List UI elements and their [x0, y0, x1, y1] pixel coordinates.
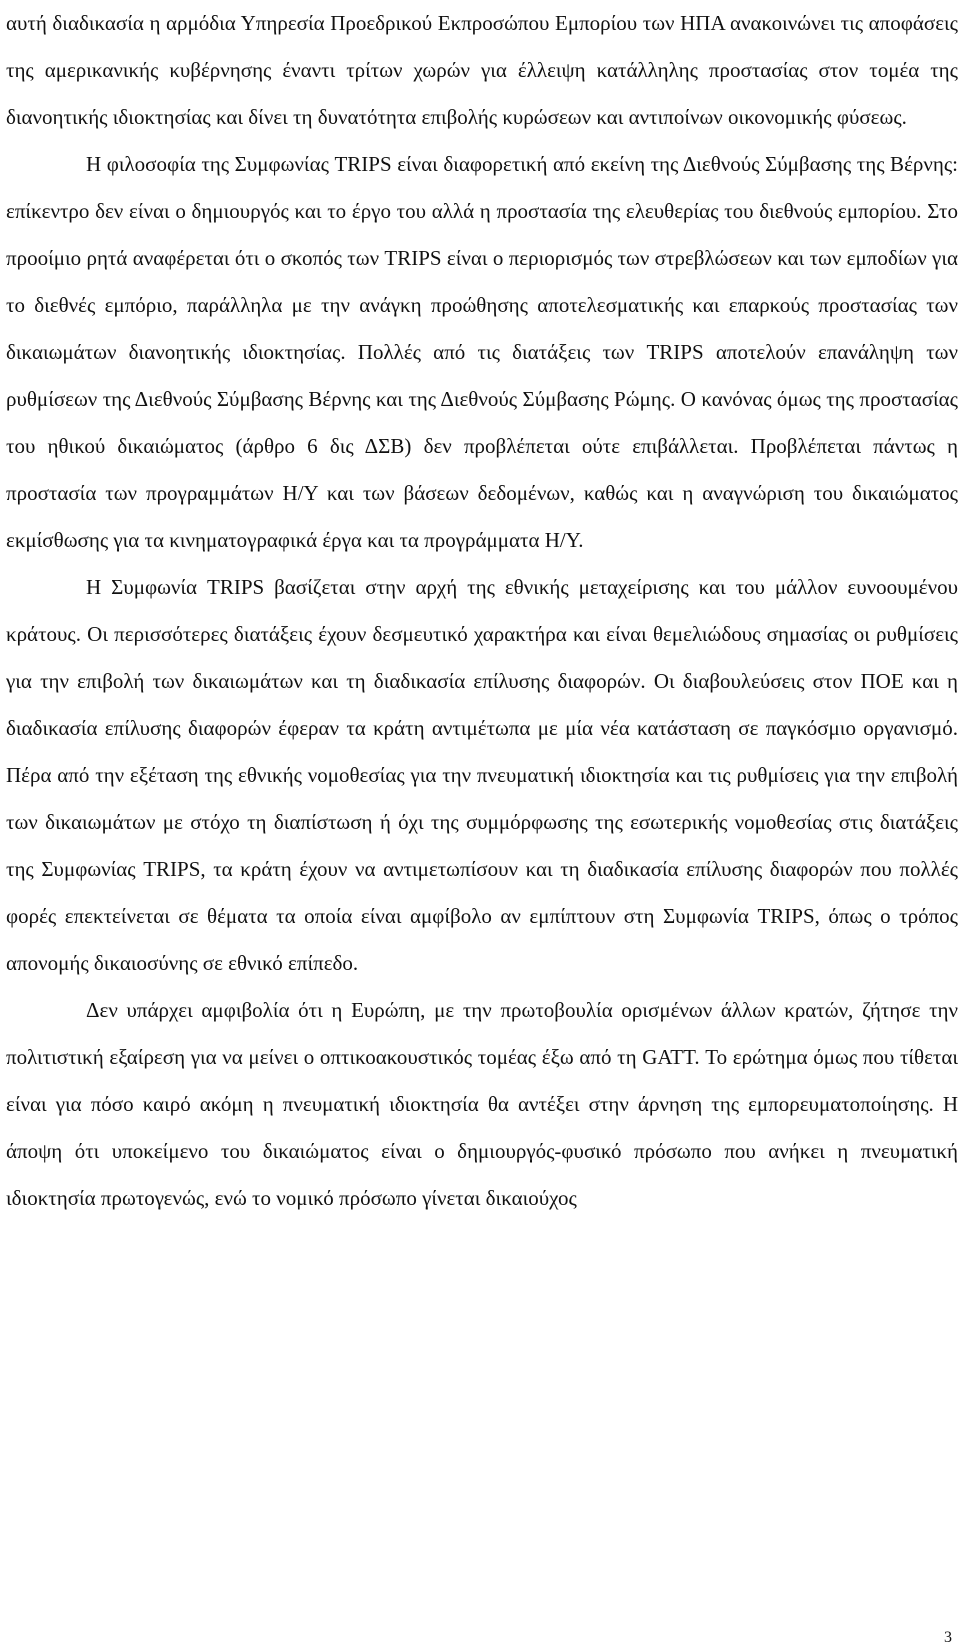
paragraph-trips-principles: Η Συμφωνία TRIPS βασίζεται στην αρχή της εθνικής μεταχείρισης και του μάλλον ευνοουμένου κράτους. Οι περισσότερες διατάξεις έχουν δεσμευτικό χαρακτήρα και είναι θεμελιώδους σημασίας οι ρυθμίσεις για την επιβολή των δικαιωμάτων και τη διαδικασία επίλυσης διαφορών. Οι διαβουλεύσεις στον ΠΟΕ και η διαδικασία επίλυσης διαφορών έφεραν τα κράτη αντιμέτωπα με μία νέα κατάσταση σε παγκόσμιο οργανισμό. Πέρα από την εξέταση της εθνικής νομοθεσίας για την πνευματική ιδιοκτησία και τις ρυθμίσεις για την επιβολή των δικαιωμάτων με στόχο τη διαπίστωση ή όχι της συμμόρφωσης της εσωτερικής νομοθεσίας στις διατάξεις της Συμφωνίας TRIPS, τα κράτη έχουν να αντιμετωπίσουν και τη διαδικασία επίλυσης διαφορών που πολλές φορές επεκτείνεται σε θέματα τα οποία είναι αμφίβολο αν εμπίπτουν στη Συμφωνία TRIPS, όπως ο τρόπος απονομής δικαιοσύνης σε εθνικό επίπεδο. — [6, 575, 958, 975]
body-text — [6, 0, 958, 1222]
paragraph-continuation: αυτή διαδικασία η αρμόδια Υπηρεσία Προεδρικού Εκπροσώπου Εμπορίου των ΗΠΑ ανακοινώνει τις αποφάσεις της αμερικανικής κυβέρνησης έναντι τρίτων χωρών για έλλειψη κατάλληλης προστασίας στον τομέα της διανοητικής ιδιοκτησίας και δίνει τη δυνατότητα επιβολής κυρώσεων και αντιποίνων οικονομικής φύσεως. — [6, 11, 958, 129]
page-number: 3 — [944, 1629, 952, 1646]
paragraph-trips-philosophy: Η φιλοσοφία της Συμφωνίας TRIPS είναι διαφορετική από εκείνη της Διεθνούς Σύμβασης της Βέρνης: επίκεντρο δεν είναι ο δημιουργός και το έργο του αλλά η προστασία της ελευθερίας του διεθνούς εμπορίου. Στο προοίμιο ρητά αναφέρεται ότι ο σκοπός των TRIPS είναι ο περιορισμός των στρεβλώσεων και των εμποδίων για το διεθνές εμπόριο, παράλληλα με την ανάγκη προώθησης αποτελεσματικής και επαρκούς προστασίας των δικαιωμάτων διανοητικής ιδιοκτησίας. Πολλές από τις διατάξεις των TRIPS αποτελούν επανάληψη των ρυθμίσεων της Διεθνούς Σύμβασης Βέρνης και της Διεθνούς Σύμβασης Ρώμης. Ο κανόνας όμως της προστασίας του ηθικού δικαιώματος (άρθρο 6 δις ΔΣΒ) δεν προβλέπεται ούτε επιβάλλεται. Προβλέπεται πάντως η προστασία των προγραμμάτων Η/Υ και των βάσεων δεδομένων, καθώς και η αναγνώριση του δικαιώματος εκμίσθωσης για τα κινηματογραφικά έργα και τα προγράμματα Η/Υ. — [6, 152, 958, 552]
paragraph-cultural-exception: Δεν υπάρχει αμφιβολία ότι η Ευρώπη, με την πρωτοβουλία ορισμένων άλλων κρατών, ζήτησε την πολιτιστική εξαίρεση για να μείνει ο οπτικοακουστικός τομέας έξω από τη GATT. Το ερώτημα όμως που τίθεται είναι για πόσο καιρό ακόμη η πνευματική ιδιοκτησία θα αντέξει στην άρνηση της εμπορευματοποίησης. Η άποψη ότι υποκείμενο του δικαιώματος είναι ο δημιουργός-φυσικό πρόσωπο που ανήκει η πνευματική ιδιοκτησία πρωτογενώς, ενώ το νομικό πρόσωπο γίνεται δικαιούχος — [6, 998, 958, 1210]
